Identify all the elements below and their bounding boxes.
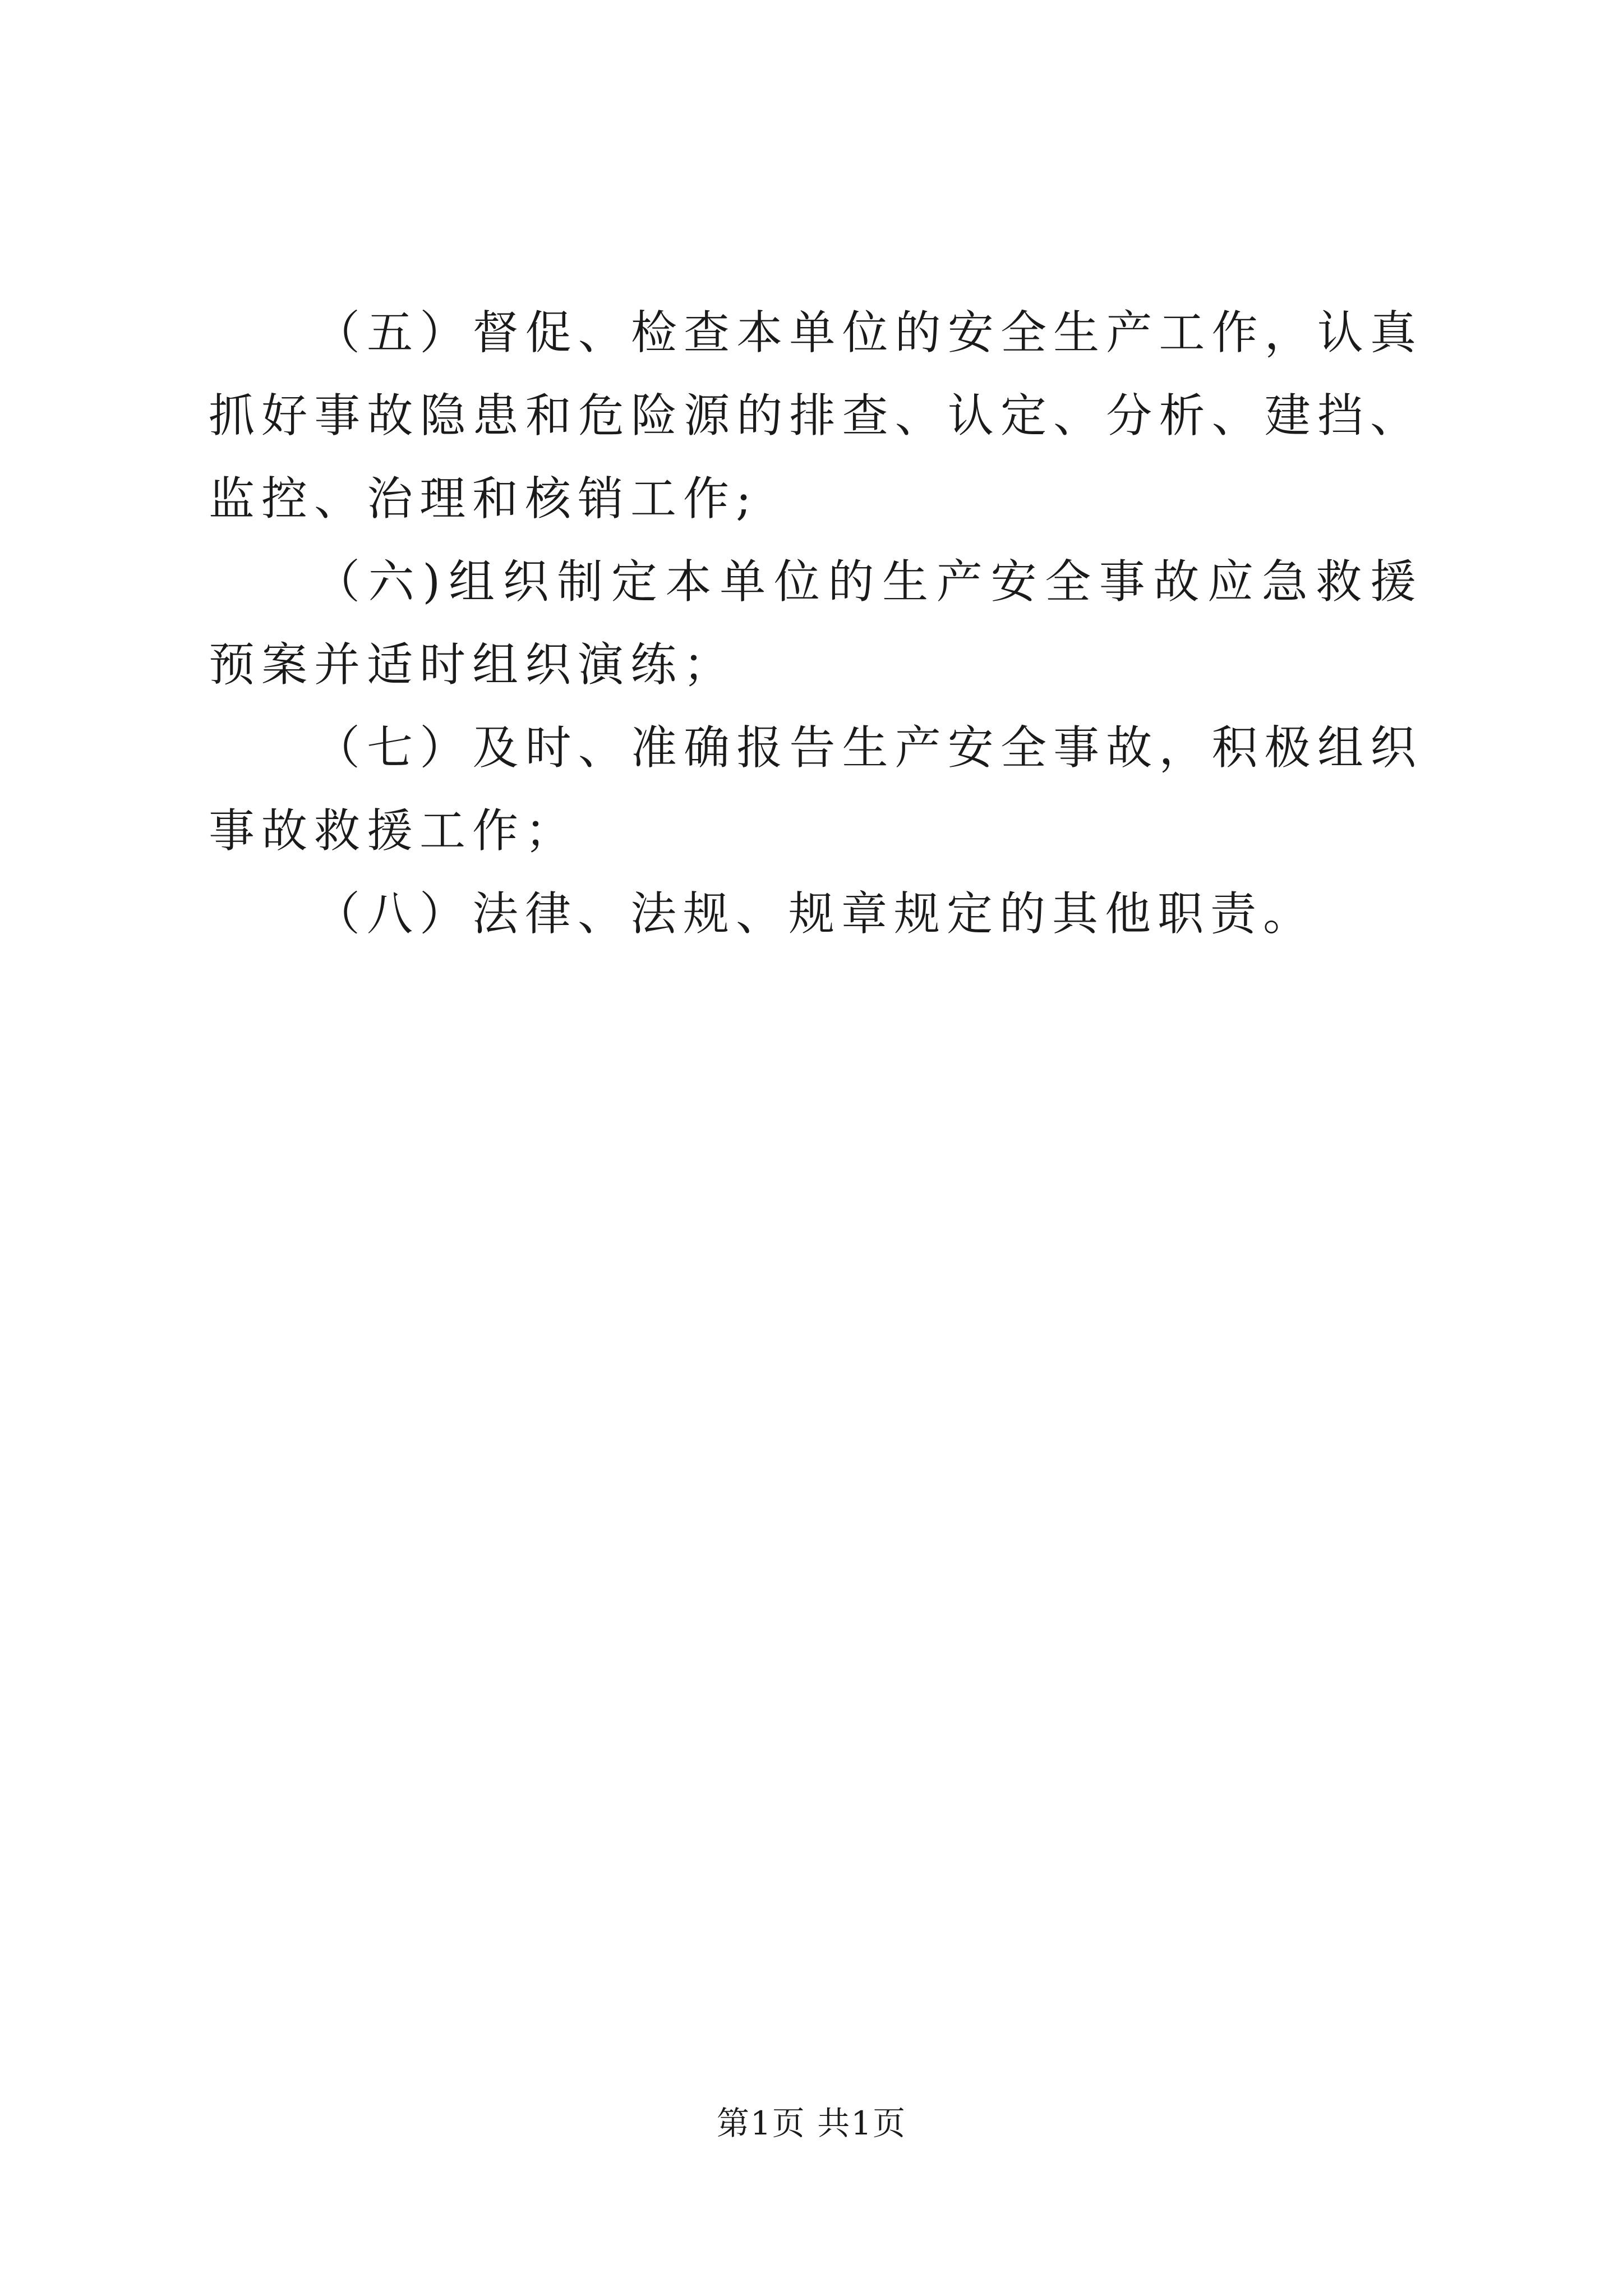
document-body [209,292,1423,956]
paragraph-item-7: （七）及时、准确报告生产安全事故，积极组织事故救援工作； [209,721,1423,858]
page-footer: 第1页 共1页 [716,2104,907,2142]
paragraph-item-6: （六)组织制定本单位的生产安全事故应急救援预案并适时组织演练； [209,555,1423,692]
paragraph-item-8: （八）法律、法规、规章规定的其他职责。 [314,887,1316,941]
paragraph-item-5: （五）督促、检查本单位的安全生产工作，认真抓好事故隐患和危险源的排查、认定、分析、建挡、监控、治理和核销工作; [209,306,1423,526]
